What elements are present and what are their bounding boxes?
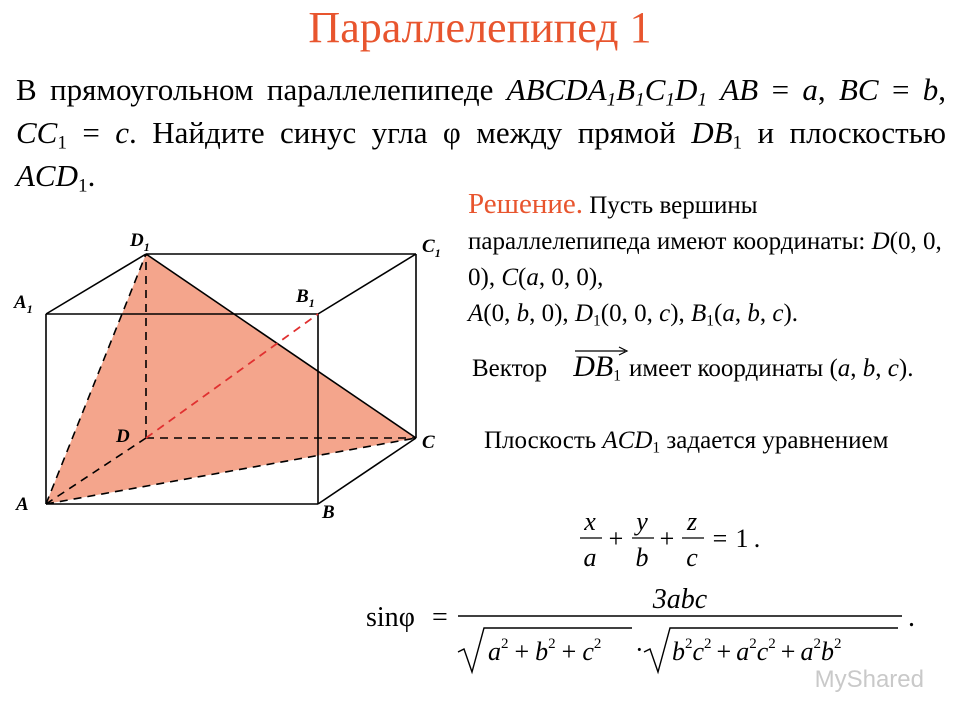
watermark-logo: MyShared	[814, 666, 924, 693]
svg-text:=: =	[712, 524, 728, 553]
svg-text:y: y	[636, 507, 648, 536]
problem-statement: В прямоугольном параллелепипеде $ABCDA_1B_1C_1D_1$ AB = a, BC = b, $CC_1 = c$. Найдите синус угла φ между прямой $DB_1$ и плоскостью $ACD_1$.	[16, 72, 947, 197]
label-d1: $D_1$	[130, 230, 150, 254]
solution-text: Решение. Пусть вершины параллелепипеда имеют координаты: D(0, 0, 0), C(a, 0, 0), A(0, b, 0), $D_1(0$, 0, c), $B_1(a$, b, c).	[468, 188, 942, 330]
label-a: A	[16, 494, 29, 515]
svg-text:.: .	[753, 524, 761, 553]
svg-text:x: x	[584, 507, 596, 536]
label-b1: $B_1$	[296, 286, 315, 310]
svg-text:+: +	[659, 524, 675, 553]
svg-text:1: 1	[735, 524, 749, 553]
plane-equation	[574, 504, 764, 574]
svg-text:a: a	[583, 543, 597, 572]
svg-text:+: +	[608, 524, 624, 553]
vector-text: Вектор $DB_1$ имеет координаты (a, b, c).	[472, 349, 948, 387]
plane-text: Плоскость $ACD_1$ задается уравнением	[484, 427, 889, 457]
svg-text:3abc: 3abc	[652, 584, 708, 615]
svg-text:a2+b2+c2: $a^2 + b^2 + c^2$	[488, 636, 602, 666]
parallelepiped-figure	[0, 220, 460, 530]
svg-text:b2c2+a2c2+a2b2: $b^2c^2 + a^2c^2 + a^2b^2$	[672, 636, 842, 666]
label-c1: $C_1$	[422, 236, 441, 260]
label-d: D	[116, 426, 130, 447]
edge-c1-b1	[318, 254, 416, 314]
label-a1: $A_1$	[14, 292, 33, 316]
svg-text:c: c	[686, 543, 698, 572]
svg-text:.: .	[908, 602, 915, 633]
svg-text:sinφ: sinφ	[366, 602, 415, 633]
vector-arrow-icon	[573, 345, 631, 357]
label-c: C	[422, 432, 435, 453]
svg-text:z: z	[686, 507, 698, 536]
slide-title: Параллелепипед 1	[308, 3, 652, 52]
svg-text:=: =	[432, 602, 448, 633]
svg-text:b: b	[635, 543, 649, 572]
svg-text:·: ·	[635, 635, 644, 664]
label-b: B	[322, 502, 335, 523]
sine-formula	[362, 580, 922, 680]
section-triangle	[46, 254, 416, 504]
